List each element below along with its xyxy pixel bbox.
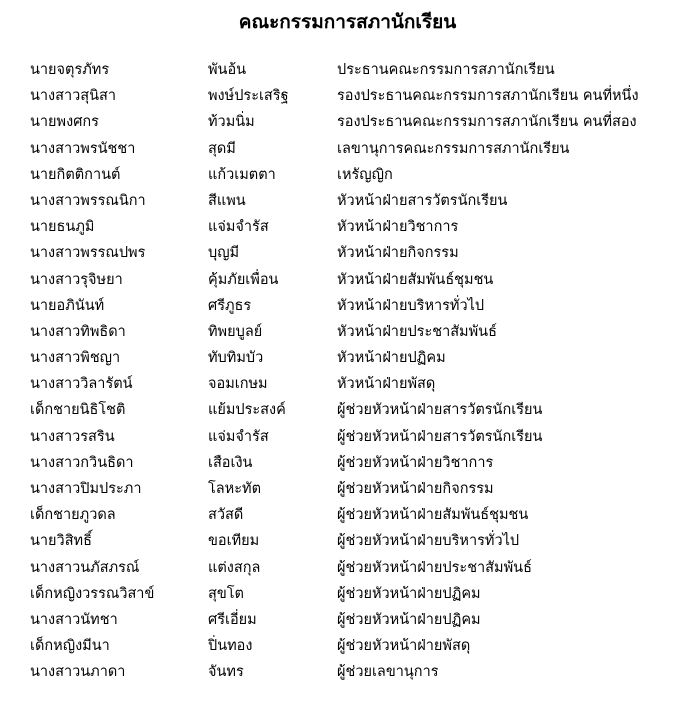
member-row [0, 188, 695, 214]
member-row [0, 581, 695, 607]
member-first-name: นางสาวนัทชา [30, 611, 118, 628]
member-first-name: นางสาวพิชญา [30, 350, 121, 367]
member-first-name: นางสาวนภัสภรณ์ [30, 559, 140, 576]
member-first-name: นายธนภูมิ [30, 219, 95, 236]
member-last-name: แจ่มจำรัส [208, 219, 269, 236]
member-row [0, 57, 695, 83]
member-first-name: นางสาวทิพธิดา [30, 323, 126, 340]
member-first-name: นายพงศกร [30, 114, 99, 131]
member-position: ผู้ช่วยหัวหน้าฝ่ายปฏิคม [337, 585, 481, 602]
member-position: หัวหน้าฝ่ายวิชาการ [337, 219, 459, 236]
member-last-name: แก้วเมตตา [208, 166, 276, 183]
member-last-name: พงษ์ประเสริฐ [208, 88, 289, 105]
member-row [0, 659, 695, 685]
member-row [0, 83, 695, 109]
member-position: ผู้ช่วยหัวหน้าฝ่ายประชาสัมพันธ์ [337, 559, 532, 576]
member-position: หัวหน้าฝ่ายกิจกรรม [337, 245, 459, 262]
member-first-name: นายกิตติกานต์ [30, 166, 121, 183]
member-position: เหรัญญิก [337, 166, 393, 183]
member-position: ผู้ช่วยหัวหน้าฝ่ายสารวัตรนักเรียน [337, 402, 543, 419]
member-row [0, 371, 695, 397]
member-first-name: นายวิสิทธิ์ [30, 533, 92, 550]
member-last-name: แจ่มจำรัส [208, 428, 269, 445]
member-row [0, 528, 695, 554]
member-row [0, 397, 695, 423]
member-row [0, 136, 695, 162]
member-row [0, 109, 695, 135]
member-row [0, 450, 695, 476]
member-position: รองประธานคณะกรรมการสภานักเรียน คนที่สอง [337, 114, 637, 131]
member-first-name: เด็กชายภูวดล [30, 507, 116, 524]
member-row [0, 476, 695, 502]
member-position: ผู้ช่วยหัวหน้าฝ่ายสารวัตรนักเรียน [337, 428, 543, 445]
member-last-name: ขอเทียม [208, 533, 260, 550]
member-last-name: ท้วมนิ่ม [208, 114, 255, 131]
member-position: หัวหน้าฝ่ายบริหารทั่วไป [337, 297, 485, 314]
member-position: หัวหน้าฝ่ายปฏิคม [337, 350, 446, 367]
member-last-name: ศรีภูธร [208, 297, 252, 314]
member-position: หัวหน้าฝ่ายสารวัตรนักเรียน [337, 192, 508, 209]
member-first-name: เด็กหญิงมีนา [30, 638, 110, 655]
member-last-name: พันอ้น [208, 62, 247, 78]
member-first-name: นางสาวนภาดา [30, 664, 126, 681]
member-first-name: เด็กหญิงวรรณวิสาข์ [30, 585, 155, 602]
member-last-name: ทิพยบูลย์ [208, 323, 263, 340]
member-row [0, 345, 695, 371]
member-last-name: คุ้มภัยเพื่อน [208, 271, 279, 288]
member-position: ผู้ช่วยหัวหน้าฝ่ายพัสดุ [337, 638, 471, 655]
member-list [0, 57, 695, 686]
member-position: ผู้ช่วยเลขานุการ [337, 664, 439, 681]
member-first-name: นายอภินันท์ [30, 297, 105, 314]
member-position: ผู้ช่วยหัวหน้าฝ่ายปฏิคม [337, 611, 481, 628]
member-last-name: ปิ่นทอง [208, 638, 253, 655]
member-row [0, 293, 695, 319]
member-last-name: บุญมี [208, 245, 240, 262]
member-position: รองประธานคณะกรรมการสภานักเรียน คนที่หนึ่ง [337, 88, 639, 105]
member-row [0, 319, 695, 345]
member-position: เลขานุการคณะกรรมการสภานักเรียน [337, 140, 570, 157]
member-last-name: เสือเงิน [208, 454, 253, 471]
member-first-name: นางสาวพรนัชชา [30, 140, 136, 157]
member-position: หัวหน้าฝ่ายประชาสัมพันธ์ [337, 323, 497, 340]
member-row [0, 633, 695, 659]
member-row [0, 240, 695, 266]
member-first-name: นางสาวปิมประภา [30, 481, 142, 497]
member-first-name: นางสาวรุจิษยา [30, 271, 123, 288]
member-first-name: นายจตุรภัทร [30, 62, 110, 78]
member-last-name: สุดมี [208, 140, 236, 157]
member-position: หัวหน้าฝ่ายสัมพันธ์ชุมชน [337, 271, 494, 288]
member-row [0, 162, 695, 188]
member-last-name: สุขโต [208, 585, 244, 602]
member-first-name: นางสาวรสริน [30, 428, 115, 445]
member-first-name: นางสาวพรรณปพร [30, 245, 146, 262]
member-first-name: นางสาวกวินธิดา [30, 454, 134, 471]
member-row [0, 555, 695, 581]
member-position: หัวหน้าฝ่ายพัสดุ [337, 376, 436, 393]
member-row [0, 267, 695, 293]
member-row [0, 424, 695, 450]
member-position: ผู้ช่วยหัวหน้าฝ่ายกิจกรรม [337, 481, 494, 497]
member-position: ผู้ช่วยหัวหน้าฝ่ายวิชาการ [337, 454, 494, 471]
document-title: คณะกรรมการสภานักเรียน [238, 11, 457, 33]
member-last-name: สวัสดี [208, 507, 244, 524]
member-position: ประธานคณะกรรมการสภานักเรียน [337, 62, 555, 78]
member-row [0, 502, 695, 528]
member-last-name: โลหะทัต [208, 481, 261, 497]
member-row [0, 214, 695, 240]
member-last-name: ทับทิมบัว [208, 350, 264, 367]
member-first-name: นางสาวพรรณนิกา [30, 192, 146, 209]
member-last-name: สีแพน [208, 192, 246, 209]
member-position: ผู้ช่วยหัวหน้าฝ่ายบริหารทั่วไป [337, 533, 520, 550]
member-last-name: ศรีเอี่ยม [208, 611, 257, 628]
member-last-name: จอมเกษม [208, 376, 268, 393]
member-first-name: นางสาวสุนิสา [30, 88, 117, 105]
member-position: ผู้ช่วยหัวหน้าฝ่ายสัมพันธ์ชุมชน [337, 507, 529, 524]
member-last-name: แต่งสกุล [208, 559, 261, 576]
member-first-name: เด็กชายนิธิโชติ [30, 402, 126, 419]
member-last-name: จันทร [208, 664, 244, 681]
member-row [0, 607, 695, 633]
member-last-name: แย้มประสงค์ [208, 402, 286, 419]
member-first-name: นางสาววิลารัตน์ [30, 376, 133, 393]
